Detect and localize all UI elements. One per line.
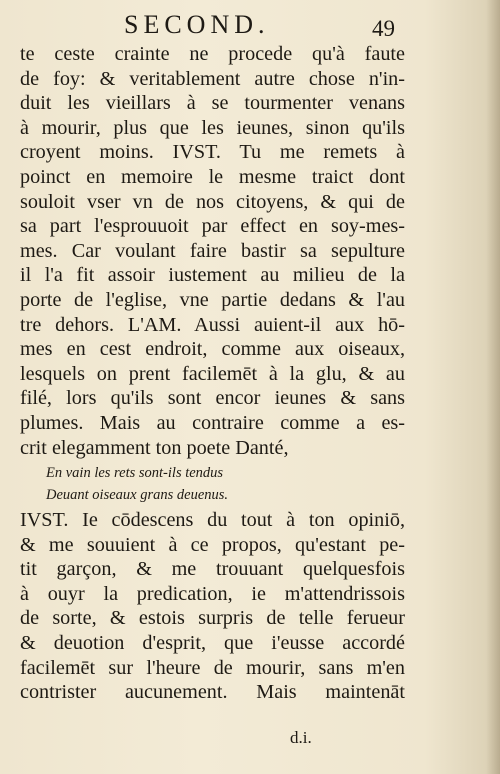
text-line: à mourir, plus que les ieunes, sinon qu'ils	[20, 116, 405, 139]
signature-mark: d.i.	[290, 728, 312, 747]
text-line: IVST. Ie cōdescens du tout à ton opiniō,	[20, 509, 405, 532]
text-line: croyent moins. IVST. Tu me remets à	[20, 141, 405, 164]
page-number: 49	[372, 16, 395, 41]
text-line: de sorte, & estois surpris de telle ferueur	[20, 607, 405, 630]
text-line: plumes. Mais au contraire comme a es-	[20, 411, 405, 434]
text-line: porte de l'eglise, vne partie dedans & l'au	[20, 288, 405, 311]
text-line: & me souuient à ce propos, qu'estant pe-	[20, 533, 405, 556]
text-line: duit les vieillars à se tourmenter venans	[20, 92, 405, 115]
spine-shadow	[486, 0, 500, 774]
text-line: contrister aucunement. Mais maintenāt	[20, 681, 405, 704]
text-line: souloit vser vn de nos citoyens, & qui de	[20, 190, 405, 213]
text-line: il l'a fit assoir iustement au milieu de la	[20, 264, 405, 287]
running-head: SECOND.	[124, 10, 270, 39]
text-line: & deuotion d'esprit, que i'eusse accordé	[20, 632, 405, 655]
text-line: lesquels on prent facilemēt à la glu, & au	[20, 362, 405, 385]
text-line: à ouyr la predication, ie m'attendrissois	[20, 582, 405, 605]
verse-quotation	[20, 462, 405, 506]
verse-line: En vain les rets sont-ils tendus	[46, 465, 224, 482]
text-line: poinct en memoire le mesme traict dont	[20, 165, 405, 188]
text-line: tre dehors. L'AM. Aussi auient-il aux hō-	[20, 313, 405, 336]
text-line: sa part l'esprouuoit par effect en soy-mes-	[20, 215, 405, 238]
text-line: facilemēt sur l'heure de mourir, sans m'en	[20, 656, 405, 679]
text-line: crit elegamment ton poete Danté,	[20, 436, 289, 459]
text-line: tit garçon, & me trouuant quelquesfois	[20, 558, 405, 581]
text-line: mes en cest endroit, comme aux oiseaux,	[20, 338, 405, 361]
text-line: te ceste crainte ne procede qu'à faute	[20, 43, 405, 65]
text-line: de foy: & veritablement autre chose n'in-	[20, 67, 405, 90]
text-line: filé, lors qu'ils sont encor ieunes & sans	[20, 387, 405, 410]
verse-line: Deuant oiseaux grans deuenus.	[46, 487, 229, 504]
text-body	[20, 42, 405, 705]
text-line: mes. Car voulant faire bastir sa sepulture	[20, 239, 405, 262]
